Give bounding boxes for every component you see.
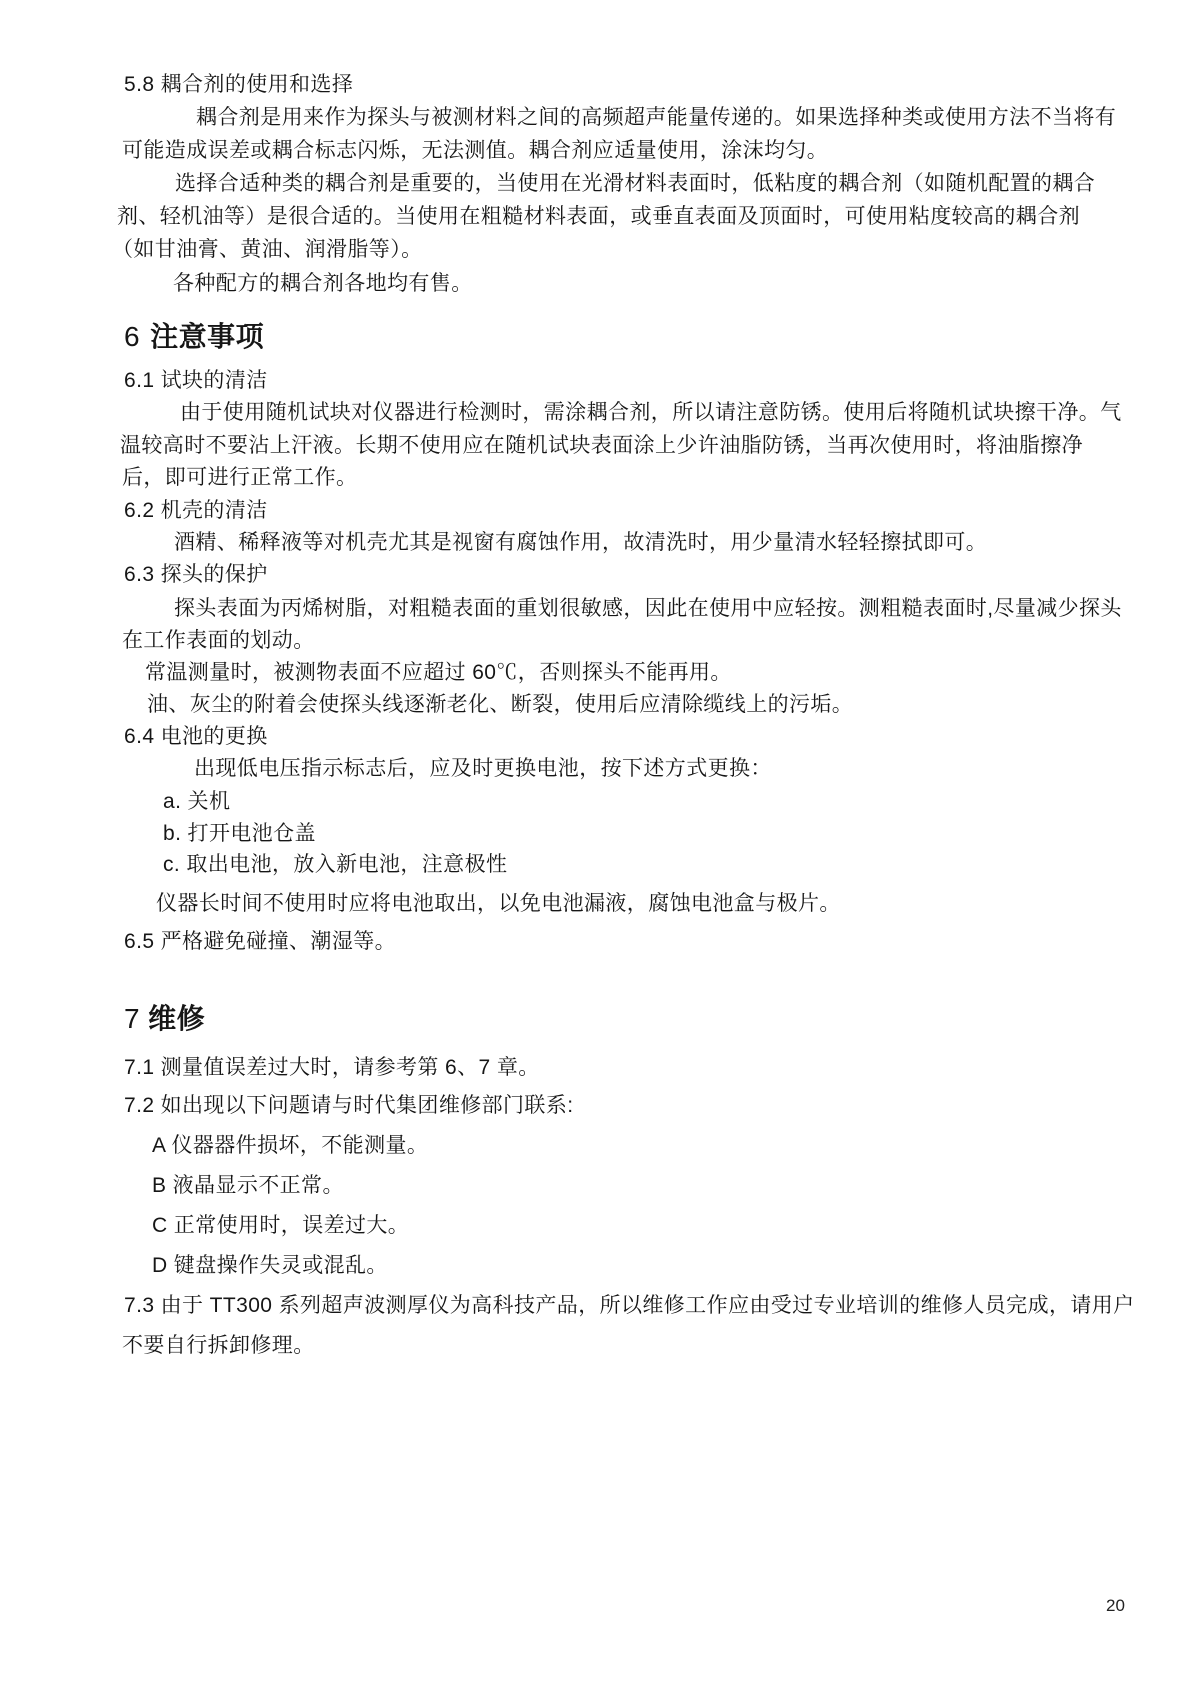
paragraph-line: 剂、轻机油等）是很合适的。当使用在粗糙材料表面，或垂直表面及顶面时，可使用粘度较高的耦合剂: [117, 205, 1080, 228]
list-item-b: b. 打开电池仓盖: [163, 822, 316, 845]
item-7-1: 7.1 测量值误差过大时，请参考第 6、7 章。: [124, 1056, 540, 1079]
paragraph-line: 酒精、稀释液等对机壳尤其是视窗有腐蚀作用，故清洗时，用少量清水轻轻擦拭即可。: [174, 531, 988, 554]
paragraph-line: 温较高时不要沾上汗液。长期不使用应在随机试块表面涂上少许油脂防锈，当再次使用时，将油脂擦净: [120, 434, 1083, 457]
chapter-6-title: 注意事项: [150, 321, 265, 352]
problem-item-d: D 键盘操作失灵或混乱。: [152, 1254, 388, 1277]
list-item-a: a. 关机: [163, 790, 231, 813]
chapter-6-heading: [124, 320, 264, 354]
paragraph-line: 各种配方的耦合剂各地均有售。: [173, 272, 473, 295]
subsection-heading-6-2: 6.2 机壳的清洁: [124, 499, 268, 522]
page-number: 20: [1106, 1596, 1125, 1615]
subsection-heading-6-1: 6.1 试块的清洁: [124, 369, 268, 392]
paragraph-line: 仪器长时间不使用时应将电池取出，以免电池漏液，腐蚀电池盒与极片。: [156, 892, 841, 915]
subsection-heading-6-3: 6.3 探头的保护: [124, 563, 268, 586]
problem-item-c: C 正常使用时，误差过大。: [152, 1214, 410, 1237]
chapter-6-number: 6: [124, 321, 141, 352]
item-7-3-line: 7.3 由于 TT300 系列超声波测厚仪为高科技产品，所以维修工作应由受过专业培训的维修人员完成，请用户: [124, 1294, 1135, 1317]
chapter-7-heading: [124, 1002, 205, 1036]
paragraph-line: 选择合适种类的耦合剂是重要的，当使用在光滑材料表面时，低粘度的耦合剂（如随机配置的耦合: [175, 172, 1096, 195]
paragraph-line: 油、灰尘的附着会使探头线逐渐老化、断裂，使用后应清除缆线上的污垢。: [147, 693, 854, 716]
paragraph-line: 可能造成误差或耦合标志闪烁，无法测值。耦合剂应适量使用，涂沫均匀。: [122, 139, 829, 162]
paragraph-line: 常温测量时，被测物表面不应超过 60℃，否则探头不能再用。: [145, 661, 732, 684]
paragraph-line: 耦合剂是用来作为探头与被测材料之间的高频超声能量传递的。如果选择种类或使用方法不当将有: [196, 106, 1117, 129]
subsection-heading-5-8: 5.8 耦合剂的使用和选择: [124, 73, 354, 96]
list-item-c: c. 取出电池，放入新电池，注意极性: [163, 853, 508, 876]
item-7-2: 7.2 如出现以下问题请与时代集团维修部门联系:: [124, 1094, 574, 1117]
problem-item-a: A 仪器器件损坏，不能测量。: [152, 1134, 429, 1157]
subsection-heading-6-4: 6.4 电池的更换: [124, 725, 268, 748]
paragraph-line: 出现低电压指示标志后，应及时更换电池，按下述方式更换：: [194, 757, 772, 780]
chapter-7-number: 7: [124, 1003, 141, 1034]
item-7-3-line: 不要自行拆卸修理。: [122, 1334, 315, 1357]
problem-item-b: B 液晶显示不正常。: [152, 1174, 344, 1197]
paragraph-line: （如甘油膏、黄油、润滑脂等）。: [112, 238, 423, 261]
paragraph-line: 后，即可进行正常工作。: [122, 466, 358, 489]
subsection-heading-6-5: 6.5 严格避免碰撞、潮湿等。: [124, 930, 397, 953]
chapter-7-title: 维修: [148, 1003, 206, 1034]
paragraph-line: 探头表面为丙烯树脂，对粗糙表面的重划很敏感，因此在使用中应轻按。测粗糙表面时,尽量减少探头: [174, 597, 1122, 620]
paragraph-line: 由于使用随机试块对仪器进行检测时，需涂耦合剂，所以请注意防锈。使用后将随机试块擦干净。气: [180, 401, 1122, 424]
paragraph-line: 在工作表面的划动。: [122, 629, 315, 652]
